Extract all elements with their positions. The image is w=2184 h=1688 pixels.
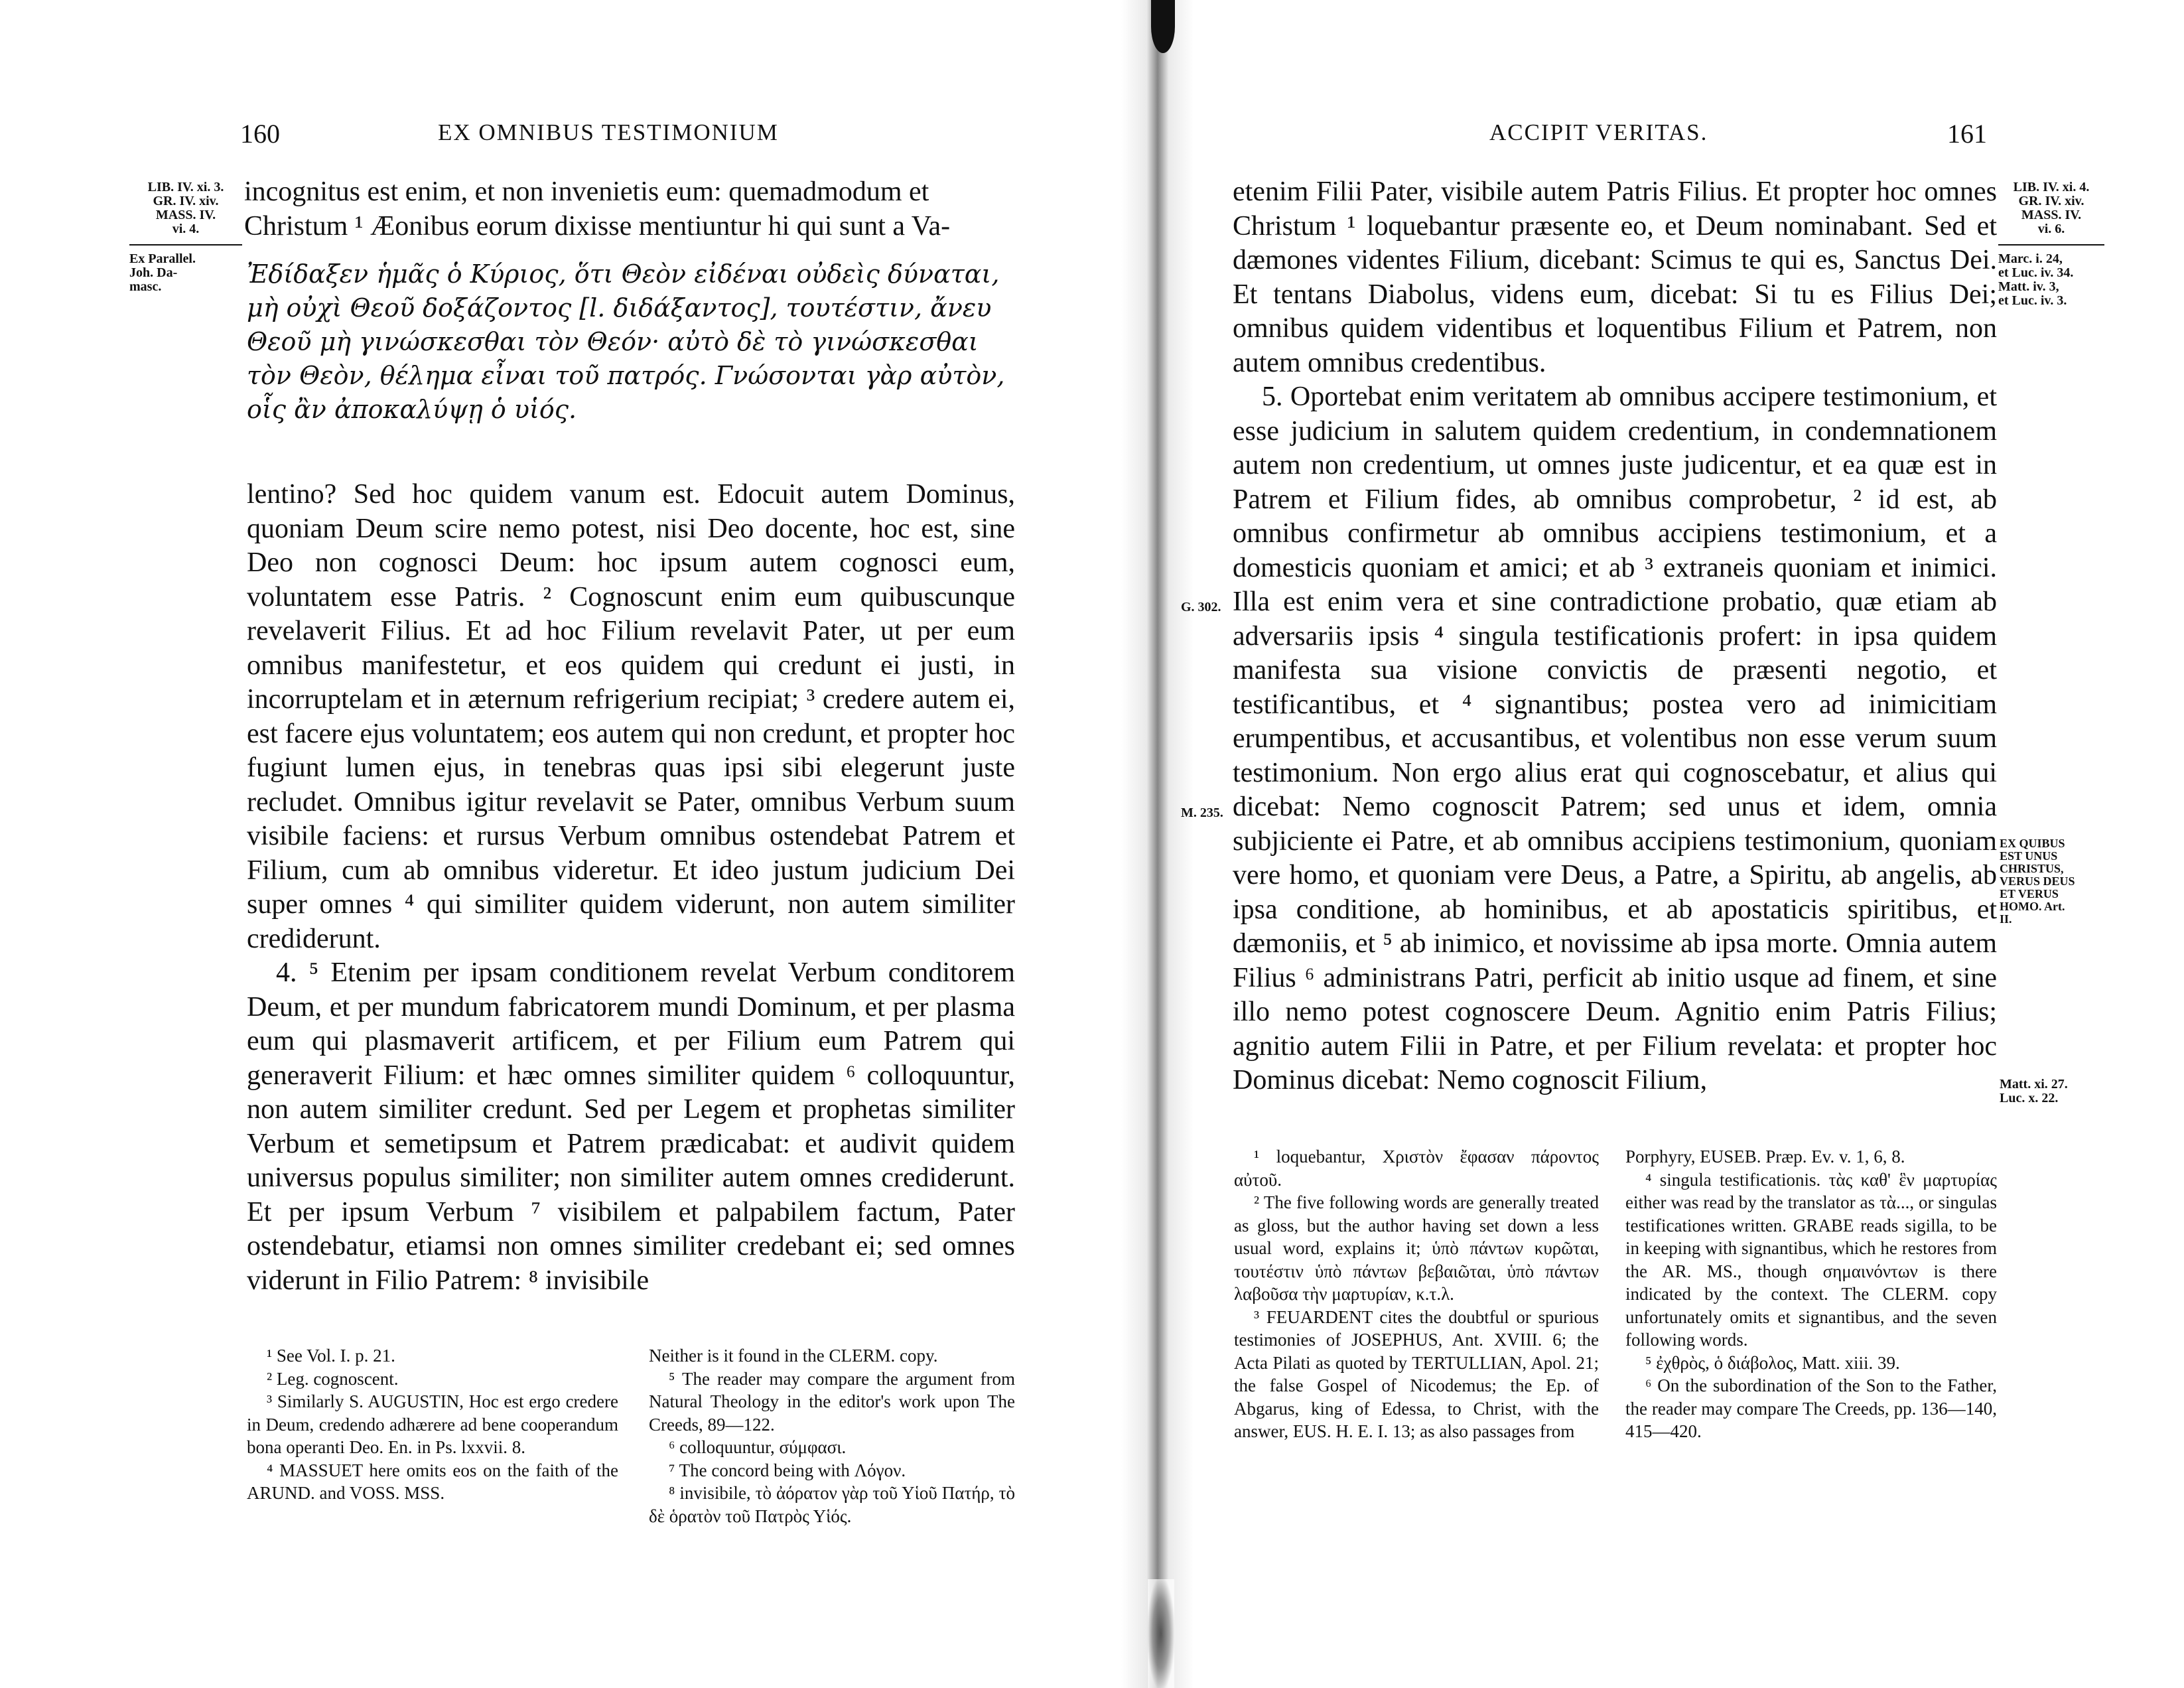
margin-line: EST UNUS bbox=[2000, 849, 2058, 863]
margin-g-ref: G. 302. bbox=[1181, 600, 1221, 614]
paragraph: 5. Oportebat enim veritatem ab omnibus accipere testimonium, et esse judicium in salutem quidem credentium, in condemnationem autem non credentium, ut omnes juste judicentur, et ea quæ est in Patrem et Filium fides, ab omnibus comprobetur, ² id est, ab omnibus confirmetur ab omnibus accipiens testimonium, et a domesticis quoniam et amici; et ab ³ extraneis quoniam et inimici. Illa est enim vera et sine contradictione probatio, quæ etiam ab adversariis ipsis ⁴ singula testificationis profert: in ipsa quidem manifesta sua visione convictis de præsenti negotio, et testificantibus, et ⁴ signantibus; postea vero ad inimicitiam erumpentibus, et accusantibus, et volentibus non esse verum suum testimonium. Non ergo alius erat qui cognoscebatur, et alius qui dicebat: Nemo cognoscit Patrem; sed unus et idem, omnia subjiciente ei Patre, et ab omnibus accipiens testimonium, quoniam vere homo, et quoniam vere Deus, a Patre, a Spiritu, ab angelis, ab ipsa conditione, ab hominibus, et ab apostaticis spiritibus, et dæmoniis, et ⁵ ab inimico, et novissime ab ipsa morte. Omnia autem Filius ⁶ administrans Patri, perficit ab initio usque ad finem, et sine illo nemo potest cognoscere Deum. Agnitio enim Patris Filius; agnitio autem Filii in Patre, et per Filium revelata: et propter hoc Dominus dicebat: Nemo cognoscit Filium, bbox=[1233, 382, 1997, 1095]
right-page bbox=[1181, 0, 2184, 1688]
margin-line: MASS. IV. bbox=[155, 208, 216, 222]
margin-line: vi. 4. bbox=[172, 222, 200, 236]
margin-reference-top bbox=[129, 180, 242, 294]
margin-line: LIB. IV. xi. 3. bbox=[147, 180, 224, 194]
footnote: ³ Similarly S. AUGUSTIN, Hoc est ergo credere in Deum, credendo adhærere ad bene cooperandum bona operanti Deo. En. in Ps. lxxvii. 8. bbox=[247, 1391, 618, 1457]
margin-reference-bottom bbox=[2000, 1078, 2106, 1105]
margin-line: Matt. xi. 27. bbox=[2000, 1077, 2068, 1091]
right-body-main bbox=[1233, 175, 1997, 1098]
footnotes-column-1 bbox=[1234, 1145, 1599, 1443]
greek-line: μὴ οὐχὶ Θεοῦ δοξάζοντος [l. διδάξαντος], τουτέστιν, ἄνευ bbox=[247, 293, 992, 322]
gutter-shadow bbox=[1151, 0, 1175, 53]
margin-line: EX QUIBUS bbox=[2000, 837, 2065, 850]
margin-rule bbox=[129, 244, 242, 246]
left-body-top bbox=[244, 175, 1014, 244]
margin-line: Marc. i. 24, bbox=[1998, 251, 2063, 266]
gutter-shadow-bottom bbox=[1148, 1579, 1174, 1688]
footnote: ⁶ colloquuntur, σύμφασι. bbox=[669, 1437, 847, 1457]
footnote: ¹ loquebantur, Χριστὸν ἔφασαν πάροντος αὐτοῦ. bbox=[1234, 1147, 1599, 1190]
footnote: ² Leg. cognoscent. bbox=[267, 1368, 399, 1389]
footnote: ⁵ ἐχθρὸς, ὁ διάβολος, Matt. xiii. 39. bbox=[1645, 1352, 1900, 1373]
margin-line: VERUS DEUS bbox=[2000, 875, 2075, 888]
footnote: ⁵ The reader may compare the argument from Natural Theology in the editor's work upon The Creeds, 89—122. bbox=[649, 1368, 1015, 1435]
greek-parallel bbox=[247, 257, 1014, 427]
footnote: ⁸ invisibile, τὸ ἀόρατον γὰρ τοῦ Υἱοῦ Πατήρ, τὸ δὲ ὁρατὸν τοῦ Πατρὸς Υἱός. bbox=[649, 1483, 1015, 1526]
paragraph: 4. ⁵ Etenim per ipsam conditionem revelat Verbum conditorem Deum, et per mundum fabricatorem mundi Dominum, et per plasma eum qui plasmaverit artificem, et per Filium eum Patrem qui generaverit Filium: et hæc omnes similiter quidem ⁶ colloquuntur, non autem similiter credunt. Sed per Legem et prophetas similiter Verbum et semetipsum et Patrem prædicabat: et audivit quidem universus populus similiter; non similiter autem omnes crediderunt. Et per ipsum Verbum ⁷ visibilem et palpabilem factum, Pater ostendebatur, etiamsi non omnes similiter credebant ei; sed omnes viderunt in Filio Patrem: ⁸ invisibile bbox=[247, 957, 1015, 1296]
paragraph: lentino? Sed hoc quidem vanum est. Edocuit autem Dominus, quoniam Deum scire nemo potest, nisi Deo docente, hoc est, sine Deo non cognosci Deum: hoc ipsum autem cognosci eum, voluntatem esse Patris. ² Cognoscunt enim eum quibuscunque revelaverit Filius. Et ad hoc Filium revelavit Pater, ut per eum omnibus manifestetur, et eos quidem qui credunt ei justi, in incorruptelam et in æternum refrigerium recipiat; ³ credere autem ei, est facere ejus voluntatem; eos autem qui non credunt, et propter hoc fugiunt lumen ejus, in tenebras quas ipsi sibi elegerunt juste recludet. Omnibus igitur revelavit se Pater, omnibus Verbum suum visibile faciens: et rursus Verbum omnibus ostendebat Patrem et Filium, cum ab omnibus videretur. Et ideo justum judicium Dei super omnes ⁴ qui similiter quidem viderunt, non autem similiter crediderunt. bbox=[247, 479, 1015, 954]
footnote: ³ FEUARDENT cites the doubtful or spurious testimonies of JOSEPHUS, Ant. XVIII. 6; the Acta Pilati as quoted by TERTULLIAN, Apol. 21; the false Gospel of Nicodemus; the Ep. of Abgarus, king of Edessa, to Christ, with the answer, EUS. H. E. I. 13; as also passages from bbox=[1234, 1306, 1599, 1441]
footnote: Porphyry, EUSEB. Præp. Ev. v. 1, 6, 8. bbox=[1625, 1147, 1905, 1166]
page-number: 160 bbox=[240, 119, 280, 149]
book-gutter bbox=[1121, 0, 1194, 1688]
greek-line: Θεοῦ μὴ γινώσκεσθαι τὸν Θεόν· αὐτὸ δὲ τὸ γινώσκεσθαι bbox=[247, 327, 979, 356]
margin-m-ref: M. 235. bbox=[1181, 806, 1223, 820]
left-body-main bbox=[247, 478, 1015, 1298]
footnote: ⁷ The concord being with Λόγον. bbox=[669, 1460, 906, 1480]
text-line: Christum ¹ Æonibus eorum dixisse mentiuntur hi qui sunt a Va- bbox=[244, 210, 951, 242]
greek-line: τὸν Θεὸν, θέλημα εἶναι τοῦ πατρός. Γνώσονται γὰρ αὐτὸν, bbox=[247, 361, 1005, 390]
greek-line: Ἐδίδαξεν ἡμᾶς ὁ Κύριος, ὅτι Θεὸν εἰδέναι οὐδεὶς δύναται, bbox=[247, 259, 1000, 289]
margin-line: Joh. Da- bbox=[129, 265, 178, 280]
margin-line: GR. IV. xiv. bbox=[2018, 194, 2084, 208]
running-head: ACCIPIT VERITAS. bbox=[1489, 119, 1708, 145]
footnote: ⁴ MASSUET here omits eos on the faith of the ARUND. and VOSS. MSS. bbox=[247, 1460, 618, 1503]
margin-line: et Luc. iv. 3. bbox=[1998, 293, 2067, 308]
margin-line: CHRISTUS, bbox=[2000, 862, 2064, 875]
footnote: ⁶ On the subordination of the Son to the Father, the reader may compare The Creeds, pp. 136—140, 415—420. bbox=[1625, 1375, 1997, 1441]
margin-line: GR. IV. xiv. bbox=[153, 194, 219, 208]
greek-line: οἷς ἂν ἀποκαλύψῃ ὁ υἱός. bbox=[247, 395, 577, 424]
margin-line: II. bbox=[2000, 912, 2012, 926]
footnote: ⁴ singula testificationis. τὰς καθ' ἓν μαρτυρίας either was read by the translator as τὰ..., or singulas testificationes written. GRABE reads sigilla, to be in keeping with signantibus, which he restores from the AR. MS., though σημαινόντων is there indicated by the context. The CLERM. copy unfortunately omits et signantibus, and the seven following words. bbox=[1625, 1169, 1997, 1350]
footnotes-column-2 bbox=[1625, 1145, 1997, 1443]
footnote: ² The five following words are generally treated as gloss, but the author having set down a less usual word, explains it; ὑπὸ πάντων κυρῶται, τουτέστιν ὑπὸ πάντων βεβαιῶται, ὑπὸ πάντων λαβοῦσα τὴν μαρτυρίαν, κ.τ.λ. bbox=[1234, 1192, 1599, 1304]
footnote: ¹ See Vol. I. p. 21. bbox=[267, 1346, 395, 1366]
margin-line: vi. 6. bbox=[2037, 222, 2065, 236]
margin-line: ET VERUS bbox=[2000, 887, 2059, 900]
margin-line: Matt. iv. 3, bbox=[1998, 279, 2059, 294]
margin-topic-note bbox=[2000, 837, 2106, 926]
page-number: 161 bbox=[1947, 119, 1987, 149]
margin-line: MASS. IV. bbox=[2021, 208, 2082, 222]
footnote: Neither is it found in the CLERM. copy. bbox=[649, 1346, 938, 1366]
margin-line: Ex Parallel. bbox=[129, 251, 196, 266]
paragraph: etenim Filii Pater, visibile autem Patris Filius. Et propter hoc omnes Christum ¹ loquebantur præsente eo, et Deum nominabant. Sed et dæmones videntes Filium, dicebant: Scimus te qui es, Sanctus Dei. Et tentans Diabolus, videns eum, dicebat: Si tu es Filius Dei; omnibus quidem videntibus et loquentibus Filium et Patrem, non autem omnibus credentibus. bbox=[1233, 176, 1997, 378]
margin-line: HOMO. Art. bbox=[2000, 900, 2065, 913]
margin-line: et Luc. iv. 34. bbox=[1998, 265, 2074, 280]
margin-reference-top bbox=[1998, 180, 2104, 308]
text-line: incognitus est enim, et non invenietis eum: quemadmodum et bbox=[244, 176, 929, 207]
footnotes-column-1 bbox=[247, 1344, 618, 1505]
running-head: EX OMNIBUS TESTIMONIUM bbox=[438, 119, 779, 145]
margin-line: masc. bbox=[129, 279, 162, 294]
footnotes-column-2 bbox=[649, 1344, 1015, 1527]
margin-line: Luc. x. 22. bbox=[2000, 1091, 2059, 1105]
margin-line: LIB. IV. xi. 4. bbox=[2013, 180, 2090, 194]
margin-rule bbox=[1998, 244, 2104, 246]
